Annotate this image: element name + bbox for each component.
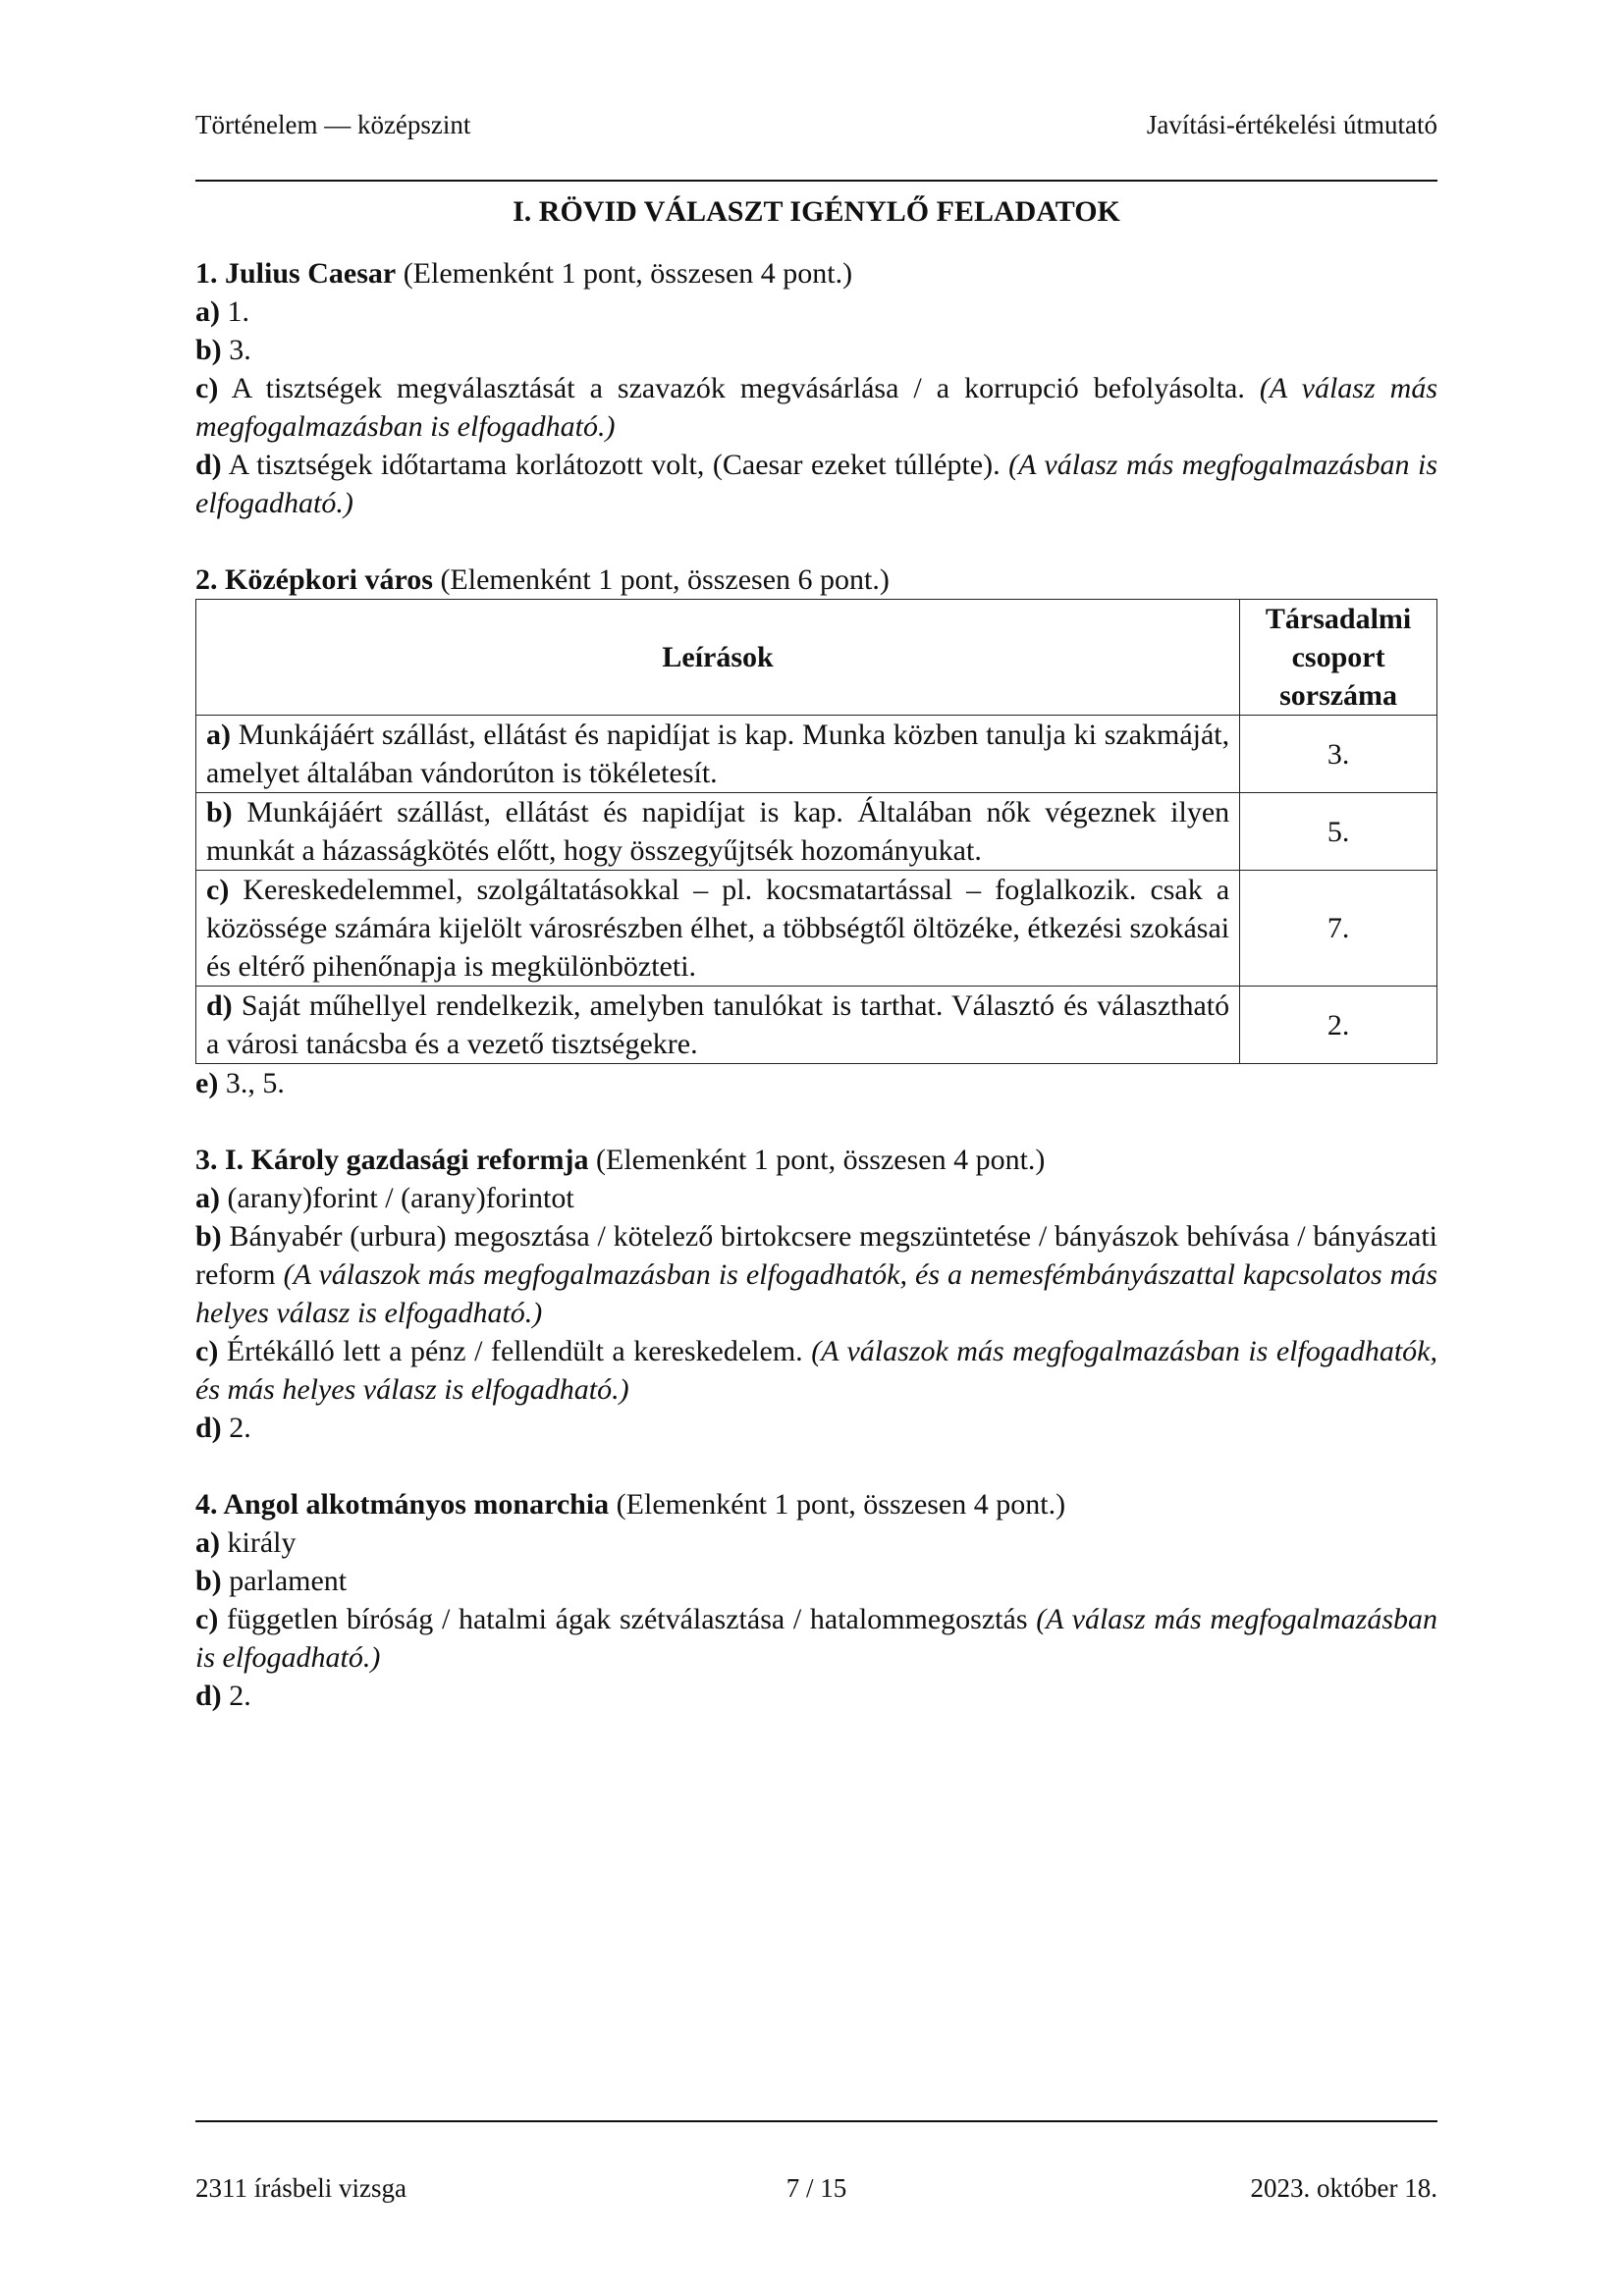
answer-label: e): [195, 1067, 219, 1099]
page-footer: [195, 2173, 1437, 2209]
answer-text: király: [227, 1526, 297, 1559]
row-label: c): [206, 874, 230, 906]
row-description: Saját műhellyel rendelkezik, amelyben tanulókat is tarthat. Választó és választható a városi tanácsba és a vezető tisztségekre.: [206, 989, 1230, 1060]
answer-text: Bányabér (urbura) megosztása / kötelező birtokcsere megszüntetése / bányászok behívása / bányászati reform: [195, 1220, 1438, 1291]
answer-text: (arany)forint / (arany)forintot: [227, 1182, 574, 1214]
task-1-points: (Elemenként 1 pont, összesen 4 pont.): [403, 257, 853, 290]
answer-label: b): [195, 1565, 222, 1597]
answer-label: d): [195, 449, 222, 481]
footer-rule: [195, 2120, 1437, 2122]
answer-text: parlament: [229, 1565, 348, 1597]
row-description: Munkájáért szállást, ellátást és napidíjat is kap. Általában nők végeznek ilyen munkát a házasságkötés előtt, hogy összegyűjtsék hozományukat.: [206, 796, 1230, 867]
task-4-title: 4. Angol alkotmányos monarchia: [195, 1488, 610, 1521]
header-doc-type: Javítási-értékelési útmutató: [1146, 110, 1437, 139]
row-value: 2.: [1240, 987, 1437, 1064]
answer-label: a): [195, 1526, 220, 1559]
answer-text: 3., 5.: [225, 1067, 285, 1099]
table-row: [196, 793, 1437, 871]
answer-label: c): [195, 1603, 219, 1635]
answer-label: a): [195, 295, 220, 328]
answer-label: c): [195, 372, 219, 404]
section-title: I. RÖVID VÁLASZT IGÉNYLŐ FELADATOK: [513, 195, 1120, 228]
answer-text: 3.: [229, 334, 251, 366]
footer-exam-code: 2311 írásbeli vizsga: [195, 2173, 406, 2203]
task-4: [195, 1485, 1437, 1715]
answer-label: d): [195, 1412, 222, 1444]
row-label: b): [206, 796, 233, 828]
answer-label: d): [195, 1680, 222, 1712]
task-3-points: (Elemenként 1 pont, összesen 4 pont.): [596, 1144, 1046, 1176]
row-value: 7.: [1240, 871, 1437, 987]
row-label: a): [206, 719, 231, 751]
header-rule: [195, 180, 1437, 182]
answer-text: A tisztségek megválasztását a szavazók megvásárlása / a korrupció befolyásolta.: [231, 372, 1245, 404]
table-row: [196, 716, 1437, 793]
answer-note: (A válasz más megfogalmazásban is elfogadható.): [195, 1603, 1438, 1674]
task-3: [195, 1141, 1437, 1447]
answer-text: Értékálló lett a pénz / fellendült a kereskedelem.: [226, 1335, 803, 1367]
table-row: [196, 987, 1437, 1064]
answer-label: a): [195, 1182, 220, 1214]
task-2: [195, 561, 1437, 1102]
answer-text: A tisztségek időtartama korlátozott volt, (Caesar ezeket túllépte).: [228, 449, 1001, 481]
table-row: [196, 871, 1437, 987]
table-header-row: [196, 600, 1437, 716]
answer-table: [195, 599, 1437, 1064]
answer-label: b): [195, 1220, 222, 1253]
header-subject: Történelem — középszint: [195, 110, 471, 139]
answer-note: (A válasz más megfogalmazásban is elfogadható.): [195, 372, 1437, 443]
page-header: [195, 110, 1437, 145]
row-description: Munkájáért szállást, ellátást és napidíjat is kap. Munka közben tanulja ki szakmáját, amelyet általában vándorúton is tökéletesít.: [206, 719, 1230, 789]
answer-note: (A válaszok más megfogalmazásban is elfogadhatók, és más helyes válasz is elfogadható.): [195, 1335, 1437, 1406]
task-2-points: (Elemenként 1 pont, összesen 6 pont.): [440, 563, 890, 596]
task-1-title: 1. Julius Caesar: [195, 257, 397, 290]
row-value: 3.: [1240, 716, 1437, 793]
page-content: [195, 192, 1437, 1715]
footer-page-number: 7 / 15: [785, 2173, 847, 2203]
row-description: Kereskedelemmel, szolgáltatásokkal – pl. kocsmatartással – foglalkozik. csak a közössége számára kijelölt városrészben élhet, a többségtől öltözéke, étkezési szokásai és eltérő pihenőnapja is megkülönbözteti.: [206, 874, 1230, 983]
answer-note: (A válasz más megfogalmazásban is elfogadható.): [195, 449, 1437, 519]
answer-text: 2.: [229, 1412, 251, 1444]
row-label: d): [206, 989, 233, 1022]
task-4-points: (Elemenként 1 pont, összesen 4 pont.): [616, 1488, 1066, 1521]
footer-date: 2023. október 18.: [1250, 2173, 1437, 2203]
answer-text: 2.: [229, 1680, 251, 1712]
answer-text: független bíróság / hatalmi ágak szétválasztása / hatalommegosztás: [227, 1603, 1028, 1635]
row-value: 5.: [1240, 793, 1437, 871]
table-header-descriptions: Leírások: [196, 600, 1240, 716]
task-2-title: 2. Középkori város: [195, 563, 433, 596]
answer-text: 1.: [227, 295, 249, 328]
answer-label: b): [195, 334, 222, 366]
answer-label: c): [195, 1335, 219, 1367]
table-header-group-number: Társadalmi csoport sorszáma: [1240, 600, 1437, 716]
answer-note: (A válaszok más megfogalmazásban is elfogadhatók, és a nemesfémbányászattal kapcsolatos más helyes válasz is elfogadható.): [195, 1258, 1438, 1329]
task-1: [195, 254, 1437, 522]
task-3-title: 3. I. Károly gazdasági reformja: [195, 1144, 589, 1176]
